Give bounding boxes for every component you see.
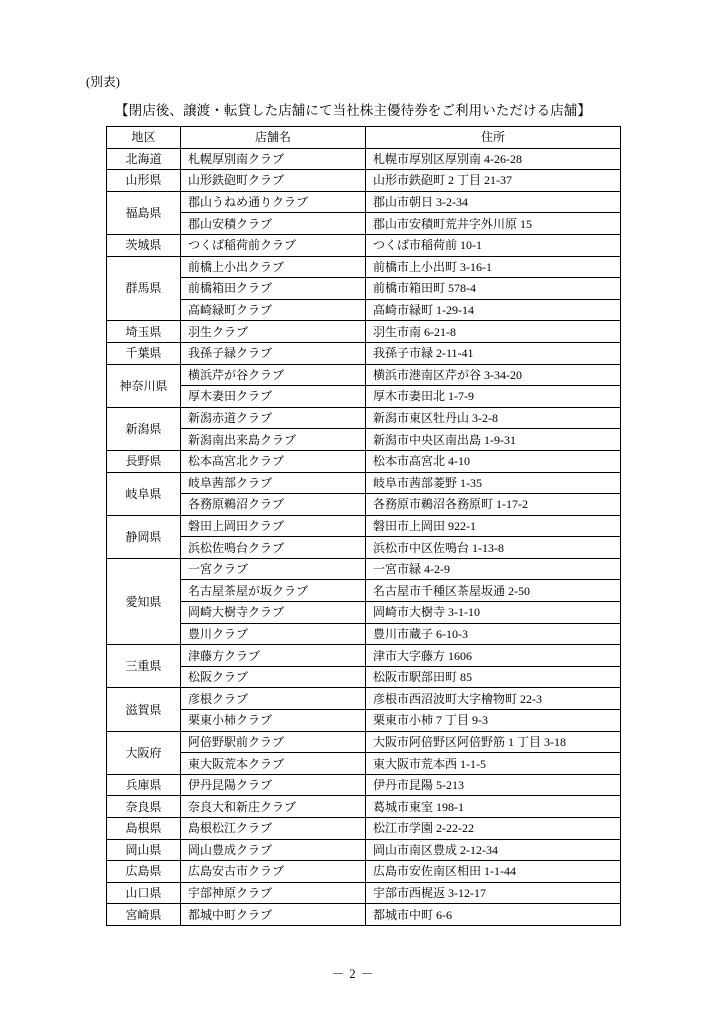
cell-store-name: 我孫子緑クラブ [181,342,366,364]
cell-address: 名古屋市千種区茶屋坂通 2-50 [366,580,621,602]
table-row [107,839,621,861]
table-row [107,472,621,494]
cell-store-name: 松阪クラブ [181,666,366,688]
cell-address: 新潟市東区牡丹山 3-2-8 [366,407,621,429]
table-header [107,127,621,149]
table-header-row [107,127,621,149]
table-row [107,234,621,256]
cell-address: 都城市中町 6-6 [366,904,621,926]
cell-address: 新潟市中央区南出島 1-9-31 [366,429,621,451]
cell-region: 岐阜県 [107,472,181,515]
table-row [107,191,621,213]
table-row [107,213,621,235]
cell-store-name: 羽生クラブ [181,321,366,343]
table-row [107,861,621,883]
table-row [107,882,621,904]
cell-region: 宮崎県 [107,904,181,926]
cell-address: 伊丹市昆陽 5-213 [366,774,621,796]
table-row [107,645,621,667]
table-row [107,429,621,451]
cell-store-name: 都城中町クラブ [181,904,366,926]
cell-address: 葛城市東室 198-1 [366,796,621,818]
cell-address: 郡山市安積町荒井字外川原 15 [366,213,621,235]
cell-store-name: 一宮クラブ [181,558,366,580]
cell-store-name: 郡山うねめ通りクラブ [181,191,366,213]
cell-region: 島根県 [107,818,181,840]
table-row [107,407,621,429]
cell-address: 各務原市鵜沼各務原町 1-17-2 [366,494,621,516]
cell-address: 羽生市南 6-21-8 [366,321,621,343]
table-row [107,666,621,688]
cell-region: 岡山県 [107,839,181,861]
cell-region: 群馬県 [107,256,181,321]
store-table-container [106,126,620,926]
table-row [107,299,621,321]
table-row [107,623,621,645]
cell-address: 前橋市箱田町 578-4 [366,278,621,300]
cell-address: 松阪市駅部田町 85 [366,666,621,688]
cell-store-name: 伊丹昆陽クラブ [181,774,366,796]
appendix-label: (別表) [86,75,121,89]
cell-address: 厚木市妻田北 1-7-9 [366,386,621,408]
cell-store-name: 札幌厚別南クラブ [181,148,366,170]
cell-store-name: 新潟赤道クラブ [181,407,366,429]
page-title: 【閉店後、譲渡・転貸した店舗にて当社株主優待券をご利用いただける店舗】 [115,103,591,118]
cell-store-name: 彦根クラブ [181,688,366,710]
cell-store-name: 岡崎大樹寺クラブ [181,602,366,624]
table-row [107,602,621,624]
cell-address: 高崎市緑町 1-29-14 [366,299,621,321]
table-row [107,753,621,775]
cell-store-name: 岡山豊成クラブ [181,839,366,861]
cell-address: 山形市鉄砲町 2 丁目 21-37 [366,170,621,192]
cell-store-name: 前橋上小出クラブ [181,256,366,278]
cell-store-name: 横浜芹が谷クラブ [181,364,366,386]
table-row [107,796,621,818]
cell-address: 磐田市上岡田 922-1 [366,515,621,537]
table-row [107,774,621,796]
table-row [107,450,621,472]
table-row [107,580,621,602]
cell-region: 福島県 [107,191,181,234]
cell-region: 山口県 [107,882,181,904]
cell-store-name: 豊川クラブ [181,623,366,645]
cell-region: 千葉県 [107,342,181,364]
table-row [107,904,621,926]
cell-store-name: 各務原鵜沼クラブ [181,494,366,516]
cell-address: 東大阪市荒本西 1-1-5 [366,753,621,775]
table-row [107,558,621,580]
cell-address: 宇部市西梶返 3-12-17 [366,882,621,904]
table-row [107,256,621,278]
cell-address: 横浜市港南区芹が谷 3-34-20 [366,364,621,386]
cell-store-name: 新潟南出来島クラブ [181,429,366,451]
table-row [107,515,621,537]
cell-store-name: 奈良大和新庄クラブ [181,796,366,818]
cell-address: 岡崎市大樹寺 3-1-10 [366,602,621,624]
cell-store-name: 山形鉄砲町クラブ [181,170,366,192]
table-row [107,818,621,840]
cell-address: 浜松市中区佐鳴台 1-13-8 [366,537,621,559]
column-header-address: 住所 [366,127,621,149]
cell-region: 神奈川県 [107,364,181,407]
cell-region: 山形県 [107,170,181,192]
table-row [107,386,621,408]
cell-address: 岡山市南区豊成 2-12-34 [366,839,621,861]
table-row [107,731,621,753]
cell-store-name: 名古屋茶屋が坂クラブ [181,580,366,602]
cell-region: 茨城県 [107,234,181,256]
table-row [107,710,621,732]
cell-address: 我孫子市緑 2-11-41 [366,342,621,364]
cell-region: 愛知県 [107,558,181,644]
cell-store-name: 島根松江クラブ [181,818,366,840]
table-row [107,342,621,364]
cell-address: 津市大字藤方 1606 [366,645,621,667]
table-row [107,321,621,343]
cell-store-name: 前橋箱田クラブ [181,278,366,300]
cell-store-name: 宇部神原クラブ [181,882,366,904]
cell-address: つくば市稲荷前 10-1 [366,234,621,256]
cell-address: 岐阜市茜部菱野 1-35 [366,472,621,494]
cell-address: 彦根市西沼波町大字檜物町 22-3 [366,688,621,710]
cell-address: 札幌市厚別区厚別南 4-26-28 [366,148,621,170]
cell-region: 兵庫県 [107,774,181,796]
table-row [107,364,621,386]
cell-store-name: 高崎緑町クラブ [181,299,366,321]
cell-store-name: 郡山安積クラブ [181,213,366,235]
cell-address: 栗東市小柿 7 丁目 9-3 [366,710,621,732]
cell-address: 前橋市上小出町 3-16-1 [366,256,621,278]
table-row [107,278,621,300]
table-row [107,170,621,192]
cell-region: 長野県 [107,450,181,472]
cell-region: 静岡県 [107,515,181,558]
cell-store-name: 松本高宮北クラブ [181,450,366,472]
cell-store-name: 磐田上岡田クラブ [181,515,366,537]
cell-region: 埼玉県 [107,321,181,343]
cell-store-name: 津藤方クラブ [181,645,366,667]
table-row [107,537,621,559]
cell-address: 郡山市朝日 3-2-34 [366,191,621,213]
cell-address: 大阪市阿倍野区阿倍野筋 1 丁目 3-18 [366,731,621,753]
cell-store-name: 東大阪荒本クラブ [181,753,366,775]
cell-store-name: 阿倍野駅前クラブ [181,731,366,753]
table-row [107,148,621,170]
cell-region: 奈良県 [107,796,181,818]
store-table [106,126,621,926]
cell-store-name: 広島安古市クラブ [181,861,366,883]
cell-region: 広島県 [107,861,181,883]
cell-store-name: つくば稲荷前クラブ [181,234,366,256]
cell-address: 松本市高宮北 4-10 [366,450,621,472]
column-header-region: 地区 [107,127,181,149]
cell-address: 豊川市蔵子 6-10-3 [366,623,621,645]
table-row [107,688,621,710]
column-header-store: 店舗名 [181,127,366,149]
cell-region: 三重県 [107,645,181,688]
table-body [107,148,621,925]
cell-store-name: 浜松佐鳴台クラブ [181,537,366,559]
cell-store-name: 厚木妻田クラブ [181,386,366,408]
cell-address: 一宮市緑 4-2-9 [366,558,621,580]
page-number: － 2 － [331,967,375,981]
cell-address: 広島市安佐南区相田 1-1-44 [366,861,621,883]
table-row [107,494,621,516]
cell-store-name: 栗東小柿クラブ [181,710,366,732]
cell-store-name: 岐阜茜部クラブ [181,472,366,494]
cell-address: 松江市学園 2-22-22 [366,818,621,840]
cell-region: 新潟県 [107,407,181,450]
cell-region: 大阪府 [107,731,181,774]
cell-region: 北海道 [107,148,181,170]
cell-region: 滋賀県 [107,688,181,731]
